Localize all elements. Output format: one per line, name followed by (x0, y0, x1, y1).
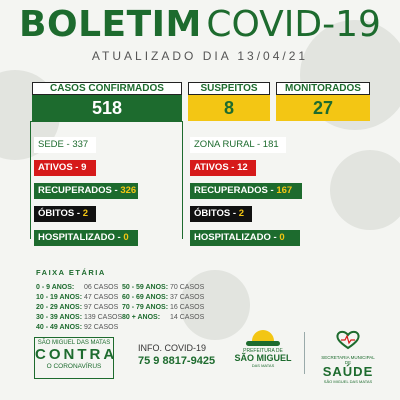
suspected-value: 8 (188, 95, 270, 121)
zona-rural-hospitalizado-label: HOSPITALIZADO - (194, 232, 280, 243)
sede-connector-line (30, 121, 31, 239)
zona-rural-hospitalizado-value: 0 (279, 232, 285, 243)
logo-divider (304, 332, 305, 374)
virus-background-shape (330, 150, 400, 230)
title-bold: BOLETIM (19, 4, 202, 45)
age-range-item: 30 - 39 ANOS: 139 CASOS (36, 314, 123, 321)
zona-rural-obitos-label: ÓBITOS - (194, 208, 239, 219)
contra-main-text: CONTRA (35, 346, 118, 363)
suspected-label: SUSPEITOS (188, 82, 270, 95)
zona-rural-recuperados (190, 183, 302, 199)
age-range-list-right (122, 283, 204, 323)
monitored-label: MONITORADOS (276, 82, 370, 95)
zona-rural-obitos (190, 206, 252, 222)
heart-icon (335, 330, 361, 350)
contra-bottom-text: O CORONAVÍRUS (46, 363, 102, 370)
contra-top-text: SÃO MIGUEL DAS MATAS (37, 340, 111, 346)
updated-date: ATUALIZADO DIA 13/04/21 (91, 49, 309, 63)
saude-sub: SÃO MIGUEL DAS MATAS (323, 379, 373, 384)
age-range-item: 40 - 49 ANOS: 92 CASOS (36, 324, 119, 331)
zona-rural-label: ZONA RURAL - (194, 139, 263, 150)
zona-rural-total (190, 137, 286, 153)
info-label: INFO. COVID-19 (138, 343, 207, 353)
contra-coronavirus-badge (34, 337, 118, 379)
age-range-item: 60 - 69 ANOS: 37 CASOS (122, 294, 205, 301)
sede-ativos-value: 9 (81, 162, 87, 173)
info-phone: 75 9 8817-9425 (138, 355, 216, 367)
zona-rural-hospitalizado (190, 230, 300, 246)
age-range-item: 50 - 59 ANOS: 70 CASOS (122, 284, 205, 291)
sede-hospitalizado-value: 0 (123, 232, 129, 243)
zona-rural-recuperados-value: 167 (276, 185, 293, 196)
zona-rural-connector-line (182, 121, 183, 239)
age-range-list-left (36, 283, 122, 333)
sede-hospitalizado (34, 230, 138, 246)
zona-rural-recuperados-label: RECUPERADOS - (194, 185, 277, 196)
saude-name: SAÚDE (322, 364, 374, 379)
age-range-item: 20 - 29 ANOS: 97 CASOS (36, 304, 119, 311)
sede-recuperados (34, 183, 138, 199)
sede-value: 337 (72, 139, 89, 150)
confirmed-label: CASOS CONFIRMADOS (32, 82, 182, 95)
grass-icon (246, 341, 280, 346)
bulletin-title (0, 4, 400, 45)
prefeitura-sub: DAS MATAS (251, 363, 275, 368)
age-range-item: 70 - 79 ANOS: 16 CASOS (122, 304, 205, 311)
age-range-item: 0 - 9 ANOS: 06 CASOS (36, 284, 119, 291)
zona-rural-obitos-value: 2 (238, 208, 244, 219)
sede-recuperados-label: RECUPERADOS - (38, 185, 121, 196)
zona-rural-ativos (190, 160, 256, 176)
age-range-item: 80 + ANOS: 14 CASOS (122, 314, 205, 321)
sun-icon (252, 330, 274, 341)
sede-obitos-value: 2 (82, 208, 88, 219)
prefeitura-name: SÃO MIGUEL (234, 353, 292, 363)
sede-total (34, 137, 96, 153)
sede-hospitalizado-label: HOSPITALIZADO - (38, 232, 124, 243)
confirmed-value: 518 (32, 95, 182, 121)
zona-rural-ativos-label: ATIVOS - (194, 162, 238, 173)
age-range-item: 10 - 19 ANOS: 47 CASOS (36, 294, 119, 301)
zona-rural-value: 181 (262, 139, 279, 150)
saude-logo (318, 330, 378, 384)
prefeitura-logo (232, 330, 294, 378)
sede-recuperados-value: 326 (120, 185, 137, 196)
sede-ativos-label: ATIVOS - (38, 162, 82, 173)
sede-obitos (34, 206, 96, 222)
monitored-value: 27 (276, 95, 370, 121)
prefeitura-top: PREFEITURA DE (243, 348, 283, 354)
sede-ativos (34, 160, 96, 176)
confirmed-connector-line (30, 121, 182, 122)
zona-rural-ativos-value: 12 (237, 162, 248, 173)
saude-top: SECRETARIA MUNICIPAL DE (321, 355, 375, 365)
title-regular: COVID-19 (206, 4, 381, 45)
sede-obitos-label: ÓBITOS - (38, 208, 83, 219)
sede-label: SEDE - (38, 139, 73, 150)
age-range-title: FAIXA ETÁRIA (36, 268, 106, 277)
